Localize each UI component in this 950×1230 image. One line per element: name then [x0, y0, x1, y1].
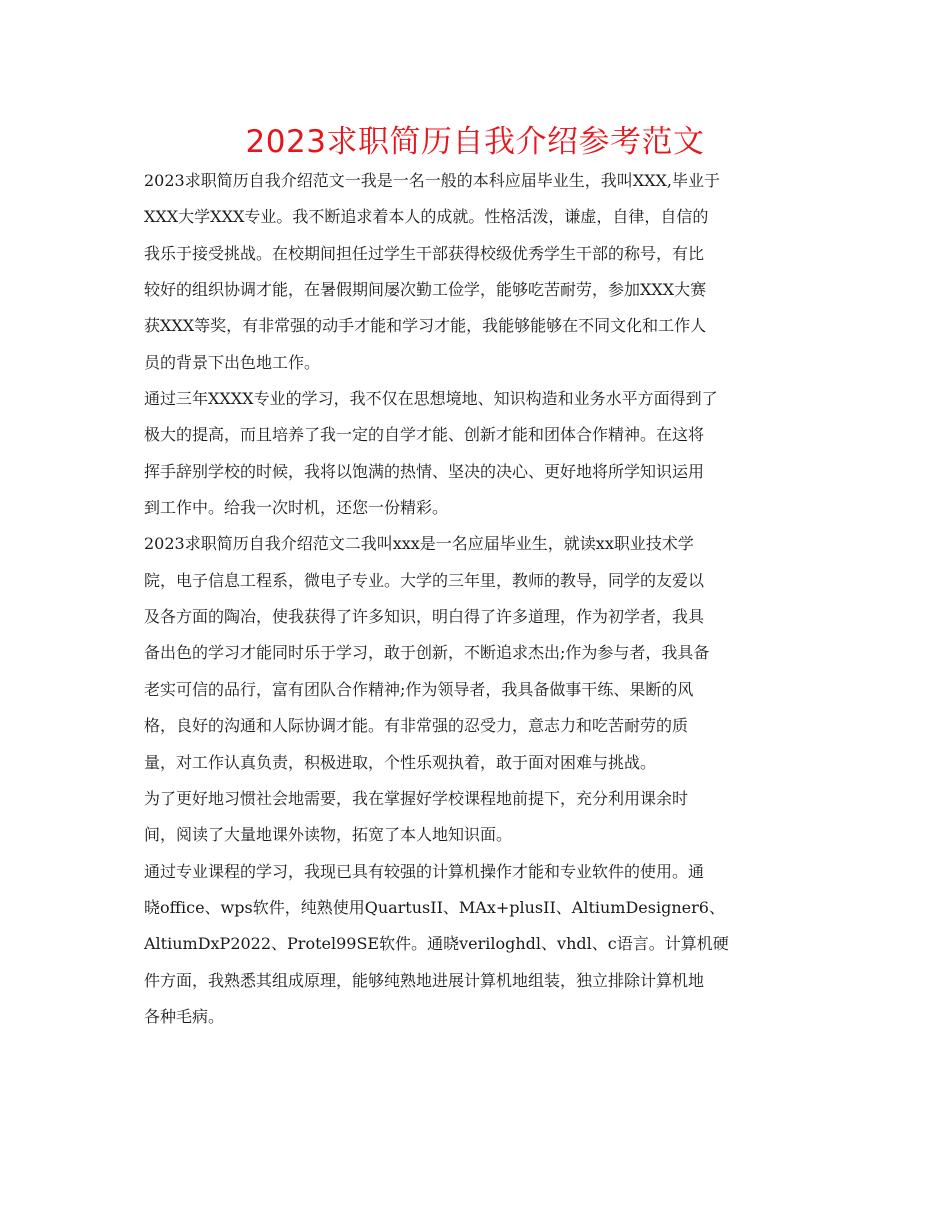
text-line: 量，对工作认真负责，积极进取，个性乐观执着，敢于面对困难与挑战。 [144, 752, 657, 772]
text-line: 到工作中。给我一次时机，还您一份精彩。 [144, 498, 449, 518]
text-line: 老实可信的品行，富有团队合作精神;作为领导者，我具备做事干练、果断的风 [144, 679, 694, 699]
paragraph-2 [144, 381, 814, 526]
text-line: 我乐于接受挑战。在校期间担任过学生干部获得校级优秀学生干部的称号，有比 [144, 243, 705, 263]
paragraph-1 [144, 163, 814, 381]
text-line: 间，阅读了大量地课外读物，拓宽了本人地知识面。 [144, 825, 513, 845]
paragraph-3 [144, 526, 814, 780]
text-line: 备出色的学习才能同时乐于学习，敢于创新，不断追求杰出;作为参与者，我具备 [144, 643, 710, 663]
paragraph-4 [144, 781, 814, 854]
text-line: 挥手辞别学校的时候，我将以饱满的热情、坚决的决心、更好地将所学知识运用 [144, 461, 705, 481]
text-line: 员的背景下出色地工作。 [144, 352, 321, 372]
text-line: AltiumDxP2022、Protel99SE软件。通晓veriloghdl、vhdl、c语言。计算机硬 [144, 934, 729, 954]
paragraph-5 [144, 854, 814, 1036]
text-line: 获XXX等奖，有非常强的动手才能和学习才能，我能够能够在不同文化和工作人 [144, 316, 707, 336]
text-line: XXX大学XXX专业。我不断追求着本人的成就。性格活泼，谦虚，自律，自信的 [144, 207, 709, 227]
document-title: 2023求职简历自我介绍参考范文 [245, 124, 705, 160]
text-line: 格，良好的沟通和人际协调才能。有非常强的忍受力，意志力和吃苦耐劳的质 [144, 716, 689, 736]
text-line: 通过专业课程的学习，我现已具有较强的计算机操作才能和专业软件的使用。通 [144, 861, 705, 881]
text-line: 及各方面的陶冶，使我获得了许多知识，明白得了许多道理，作为初学者，我具 [144, 607, 705, 627]
text-line: 极大的提高，而且培养了我一定的自学才能、创新才能和团体合作精神。在这将 [144, 425, 705, 445]
text-line: 晓office、wps软件，纯熟使用QuartusII、MAx+plusII、AltiumDesigner6、 [144, 897, 725, 917]
text-line: 件方面，我熟悉其组成原理，能够纯熟地进展计算机地组装，独立排除计算机地 [144, 970, 705, 990]
text-line: 院，电子信息工程系，微电子专业。大学的三年里，教师的教导，同学的友爱以 [144, 570, 705, 590]
text-line: 各种毛病。 [144, 1006, 225, 1026]
text-line: 通过三年XXXX专业的学习，我不仅在思想境地、知识构造和业务水平方面得到了 [144, 389, 718, 409]
document-body [144, 163, 814, 1035]
text-line: 较好的组织协调才能，在暑假期间屡次勤工俭学，能够吃苦耐劳，参加XXX大赛 [144, 280, 707, 300]
text-line: 2023求职简历自我介绍范文一我是一名一般的本科应届毕业生，我叫XXX,毕业于 [144, 171, 720, 190]
text-line: 为了更好地习惯社会地需要，我在掌握好学校课程地前提下，充分利用课余时 [144, 788, 689, 808]
text-line: 2023求职简历自我介绍范文二我叫xxx是一名应届毕业生，就读xx职业技术学 [144, 534, 694, 554]
